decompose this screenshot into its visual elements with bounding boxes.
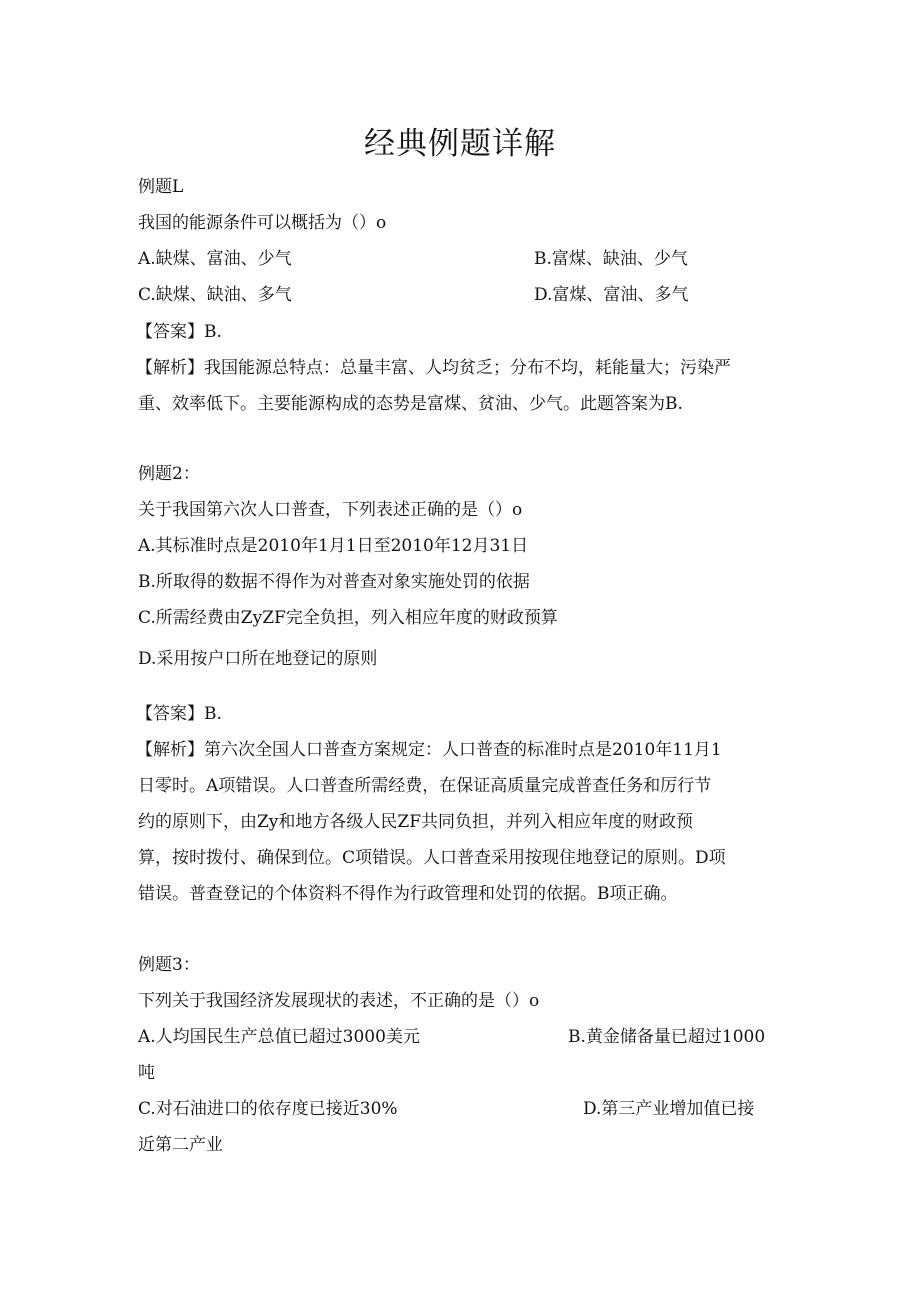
q3-option-d: D.第三产业增加值已接 <box>583 1099 755 1119</box>
q2-option-b: B.所取得的数据不得作为对普查对象实施处罚的依据 <box>138 572 530 592</box>
q1-label: 例题L <box>138 177 184 197</box>
q1-analysis-line2: 重、效率低下。主要能源构成的态势是富煤、贫油、少气。此题答案为B. <box>138 394 683 414</box>
q2-analysis-line2: 日零时。A项错误。人口普查所需经费，在保证高质量完成普查任务和厉行节 <box>138 776 712 796</box>
q3-option-d-wrap: 近第二产业 <box>138 1135 223 1155</box>
q3-label: 例题3： <box>138 955 200 975</box>
q1-stem: 我国的能源条件可以概括为（）o <box>138 213 387 233</box>
q1-option-b: B.富煤、缺油、少气 <box>534 249 688 269</box>
q2-stem: 关于我国第六次人口普查，下列表述正确的是（）o <box>138 500 523 520</box>
q2-label: 例题2： <box>138 464 200 484</box>
q2-option-d: D.采用按户口所在地登记的原则 <box>138 649 378 669</box>
q3-option-b-wrap: 吨 <box>138 1063 155 1083</box>
q3-stem: 下列关于我国经济发展现状的表述，不正确的是（）o <box>138 991 540 1011</box>
q3-option-a: A.人均国民生产总值已超过3000美元 <box>138 1027 420 1047</box>
q1-option-a: A.缺煤、富油、少气 <box>138 249 292 269</box>
q2-analysis-line1: 【解析】第六次全国人口普查方案规定：人口普查的标准时点是2010年11月1 <box>136 740 722 760</box>
q1-option-d: D.富煤、富油、多气 <box>534 285 689 305</box>
q1-answer: 【答案】B. <box>136 322 222 342</box>
q2-option-a: A.其标准时点是2010年1月1日至2010年12月31日 <box>138 536 529 556</box>
q2-analysis-line3: 约的原则下，由Zy和地方各级人民ZF共同负担，并列入相应年度的财政预 <box>138 812 694 832</box>
document-title: 经典例题详解 <box>364 126 556 162</box>
q3-option-c: C.对石油进口的依存度已接近30% <box>138 1099 398 1119</box>
q1-option-c: C.缺煤、缺油、多气 <box>138 285 292 305</box>
q2-answer: 【答案】B. <box>136 704 222 724</box>
q2-analysis-line5: 错误。普查登记的个体资料不得作为行政管理和处罚的依据。B项正确。 <box>138 884 678 904</box>
q1-analysis-line1: 【解析】我国能源总特点：总量丰富、人均贫乏；分布不均，耗能量大；污染严 <box>136 358 731 378</box>
q2-analysis-line4: 算，按时拨付、确保到位。C项错误。人口普查采用按现住地登记的原则。D项 <box>138 848 726 868</box>
q3-option-b: B.黄金储备量已超过1000 <box>568 1027 766 1047</box>
q2-option-c: C.所需经费由ZyZF完全负担，列入相应年度的财政预算 <box>138 608 558 628</box>
